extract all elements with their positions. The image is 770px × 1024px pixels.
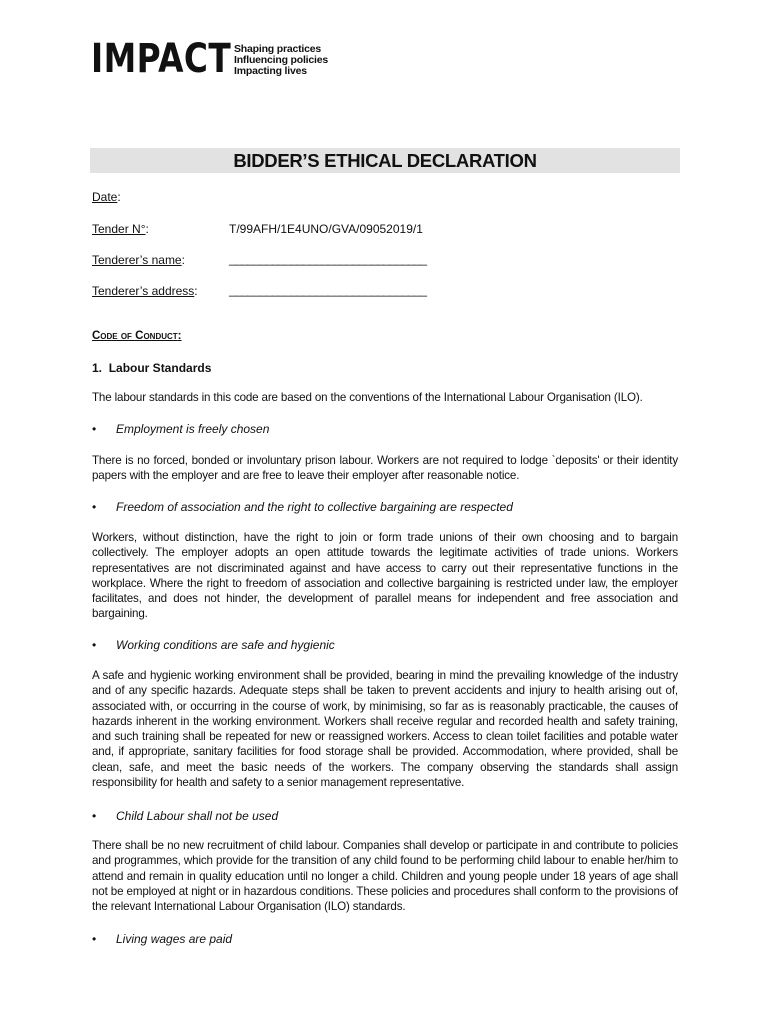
bullet-icon: •	[92, 422, 97, 436]
bullet-item	[92, 500, 513, 514]
bullet-icon: •	[92, 500, 97, 514]
bullet-title: Child Labour shall not be used	[116, 809, 279, 823]
logo-wordmark: IMPACT	[91, 36, 232, 82]
tenderer-address-suffix: :	[194, 284, 198, 298]
date-suffix: :	[117, 190, 121, 204]
labour-standards-intro: The labour standards in this code are based on the conventions of the International Labour Organisation (ILO).	[92, 391, 643, 404]
code-of-conduct-heading-suffix: :	[177, 330, 182, 342]
paragraph: A safe and hygienic working environment shall be provided, bearing in mind the prevailing knowledge of the industry and of any specific hazards. Adequate steps shall be taken to prevent accidents and injury to health arising out of, associated with, or occurring in the course of work, by minimising, so far as is reasonably practicable, the causes of hazards inherent in the working environment. Workers shall receive regular and recorded health and safety training, and such training shall be repeated for new or reassigned workers. Access to clean toilet facilities and potable water and, if appropriate, sanitary facilities for food storage shall be provided. Accommodation, where provided, shall be clean, safe, and meet the basic needs of the workers. The company observing the standards shall assign responsibility for health and safety to a senior management representative.	[92, 669, 678, 790]
paragraph: There shall be no new recruitment of child labour. Companies shall develop or participate in and contribute to policies and programmes, which provide for the transition of any child found to be performing child labour to enable her/him to attend and remain in quality education until no longer a child. Children and young people under 18 years of age shall not be employed at night or in hazardous conditions. These policies and procedures shall conform to the provisions of the relevant International Labour Organisation (ILO) standards.	[92, 839, 678, 914]
bullet-item	[92, 932, 232, 946]
bullet-item	[92, 638, 335, 652]
bullet-icon: •	[92, 809, 97, 823]
logo-tagline: Influencing policies	[234, 54, 329, 66]
bullet-item	[92, 809, 278, 823]
paragraph: There is no forced, bonded or involuntary prison labour. Workers are not required to lodge `deposits' or their identity papers with the employer and are free to leave their employer after reasonable notice.	[92, 454, 678, 483]
bullet-item	[92, 422, 269, 436]
labour-standards-heading	[92, 361, 211, 375]
date-label: Date	[92, 190, 118, 204]
tenderer-name-label: Tenderer’s name	[92, 253, 182, 267]
tenderer-address-blank: ________________________________	[229, 283, 427, 297]
code-of-conduct-heading	[92, 330, 182, 342]
tender-number-value: T/99AFH/1E4UNO/GVA/09052019/1	[229, 222, 423, 236]
code-of-conduct-heading-text: Code of Conduct	[92, 330, 178, 342]
tender-number-suffix: :	[145, 222, 149, 236]
bullet-icon: •	[92, 638, 97, 652]
tender-number-field	[92, 222, 149, 236]
section-number: 1.	[92, 361, 103, 375]
date-field	[92, 190, 121, 204]
document-title: BIDDER’S ETHICAL DECLARATION	[233, 149, 537, 171]
bullet-icon: •	[92, 932, 97, 946]
bullet-title: Working conditions are safe and hygienic	[116, 638, 335, 652]
bullet-title: Freedom of association and the right to collective bargaining are respected	[116, 500, 513, 514]
title-bar	[90, 148, 680, 173]
bullet-title: Employment is freely chosen	[116, 422, 270, 436]
tenderer-name-suffix: :	[181, 253, 185, 267]
tenderer-address-label: Tenderer’s address	[92, 284, 195, 298]
tenderer-name-blank: ________________________________	[229, 252, 427, 266]
logo-tagline: Shaping practices	[234, 43, 322, 55]
logo-taglines	[234, 44, 328, 77]
tenderer-address-field	[92, 284, 198, 298]
impact-logo	[91, 36, 329, 82]
section-title: Labour Standards	[108, 361, 212, 375]
paragraph: Workers, without distinction, have the right to join or form trade unions of their own choosing and to bargain collectively. The employer adopts an open attitude towards the legitimate activities of trade unions. Workers representatives are not discriminated against and have access to carry out their representative functions in the workplace. Where the right to freedom of association and collective bargaining is restricted under law, the employer facilitates, and does not hinder, the development of parallel means for independent and free association and bargaining.	[92, 531, 678, 621]
tenderer-name-field	[92, 253, 185, 267]
logo-tagline: Impacting lives	[234, 65, 307, 77]
bullet-title: Living wages are paid	[116, 932, 233, 946]
tender-number-label: Tender N°	[92, 222, 146, 236]
